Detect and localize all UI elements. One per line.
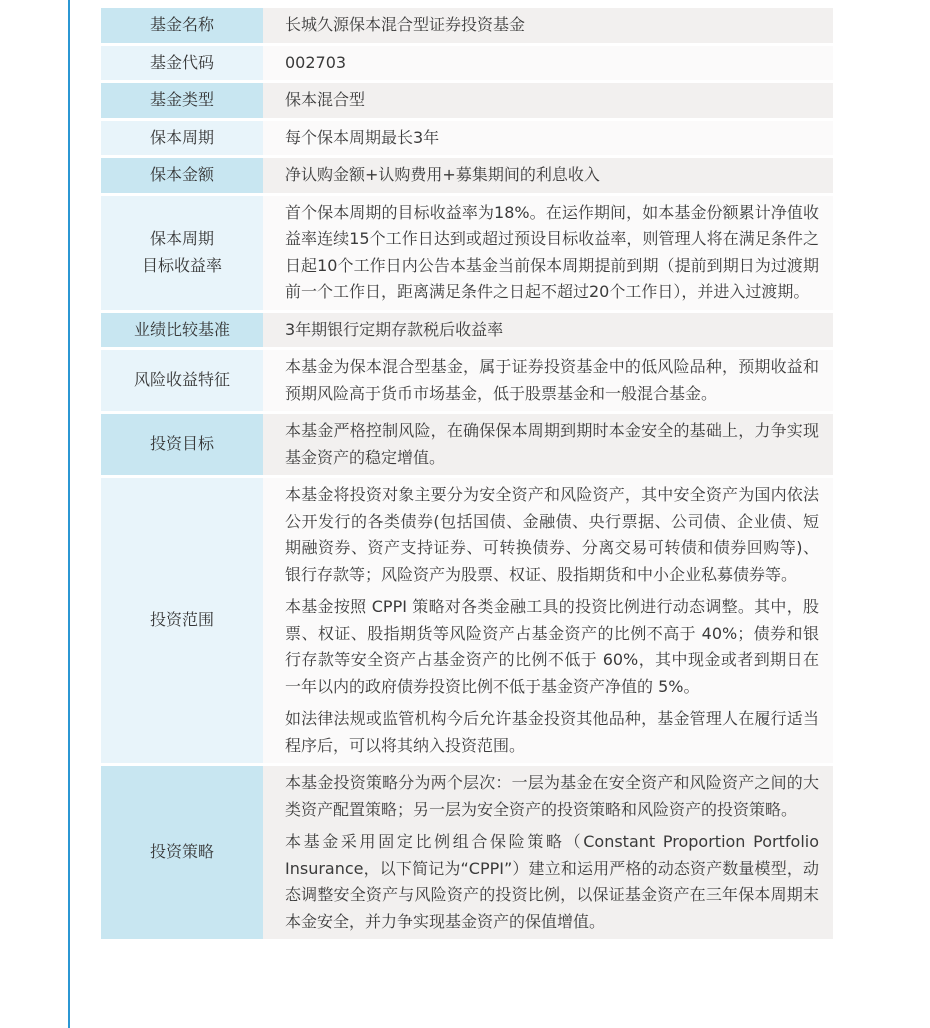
row-label-cell xyxy=(101,313,263,351)
row-label: 投资范围 xyxy=(149,610,214,630)
row-value-paragraph: 首个保本周期的目标收益率为18%。在运作期间，如本基金份额累计净值收益率连续15个工作日达到或超过预设目标收益率，则管理人将在满足条件之日起10个工作日内公告本基金当前保本周期提前到期（提前到期日为过渡期前一个工作日，距离满足条件之日起不超过20个工作日），并进入过渡期。 xyxy=(285,202,819,301)
table-row xyxy=(101,8,833,46)
row-label-cell xyxy=(101,8,263,46)
row-label: 风险收益特征 xyxy=(133,370,230,390)
row-value-cell xyxy=(263,478,833,766)
row-value-cell xyxy=(263,121,833,159)
row-label-cell xyxy=(101,158,263,196)
row-label: 基金名称 xyxy=(149,15,214,34)
row-value-paragraph: 本基金按照 CPPI 策略对各类金融工具的投资比例进行动态调整。其中，股票、权证、股指期货等风险资产占基金资产的比例不高于 40%；债券和银行存款等安全资产占基金资产的比例不低于 60%，其中现金或者到期日在一年以内的政府债券投资比例不低于基金资产净值的 5%。 xyxy=(285,597,819,696)
row-value-paragraph: 本基金投资策略分为两个层次：一层为基金在安全资产和风险资产之间的大类资产配置策略；另一层为安全资产的投资策略和风险资产的投资策略。 xyxy=(285,773,819,819)
row-value-paragraph: 净认购金额+认购费用+募集期间的利息收入 xyxy=(285,165,600,184)
table-row xyxy=(101,121,833,159)
row-value-paragraph: 3年期银行定期存款税后收益率 xyxy=(285,319,504,339)
row-label: 投资目标 xyxy=(149,434,214,454)
row-value-paragraph: 002703 xyxy=(285,52,347,72)
row-label-cell xyxy=(101,121,263,159)
row-label-cell xyxy=(101,83,263,121)
table-row xyxy=(101,83,833,121)
row-label: 投资策略 xyxy=(149,842,214,862)
table-row xyxy=(101,766,833,942)
left-accent-rule xyxy=(68,0,70,1028)
row-label: 业绩比较基准 xyxy=(133,319,230,339)
row-value-cell xyxy=(263,414,833,478)
table-row xyxy=(101,350,833,414)
row-label: 保本周期 xyxy=(149,127,214,147)
table-row xyxy=(101,414,833,478)
row-value-paragraph: 本基金采用固定比例组合保险策略（Constant Proportion Portfolio Insurance，以下简记为“CPPI”）建立和运用严格的动态资产数量模型，动态调整安全资产与风险资产的投资比例，以保证基金资产在三年保本周期末本金安全，并力争实现基金资产的保值增值。 xyxy=(285,832,819,931)
table-row xyxy=(101,313,833,351)
row-value-paragraph: 保本混合型 xyxy=(285,90,366,109)
row-value-cell xyxy=(263,766,833,942)
row-label-cell xyxy=(101,478,263,766)
table-row xyxy=(101,46,833,84)
row-value-cell xyxy=(263,83,833,121)
fund-info-table xyxy=(101,8,833,942)
row-value-cell xyxy=(263,196,833,313)
row-value-cell xyxy=(263,313,833,351)
row-label: 基金类型 xyxy=(149,90,214,109)
table-row xyxy=(101,196,833,313)
row-value-cell xyxy=(263,158,833,196)
row-label-cell xyxy=(101,350,263,414)
table-row xyxy=(101,478,833,766)
fund-info-table-body xyxy=(101,8,833,942)
row-label: 基金代码 xyxy=(149,52,214,72)
row-label-cell xyxy=(101,766,263,942)
row-value-cell xyxy=(263,46,833,84)
row-label: 保本周期 xyxy=(149,229,214,248)
table-row xyxy=(101,158,833,196)
row-value-cell xyxy=(263,350,833,414)
row-label: 保本金额 xyxy=(149,165,214,184)
row-label: 目标收益率 xyxy=(141,255,222,275)
row-label-cell xyxy=(101,414,263,478)
row-value-paragraph: 本基金为保本混合型基金，属于证券投资基金中的低风险品种，预期收益和预期风险高于货币市场基金，低于股票基金和一般混合基金。 xyxy=(285,357,819,403)
row-value-cell xyxy=(263,8,833,46)
row-label-cell xyxy=(101,196,263,313)
row-value-paragraph: 长城久源保本混合型证券投资基金 xyxy=(285,15,526,34)
row-value-paragraph: 本基金严格控制风险，在确保保本周期到期时本金安全的基础上，力争实现基金资产的稳定增值。 xyxy=(285,421,819,467)
row-label-cell xyxy=(101,46,263,84)
row-value-paragraph: 如法律法规或监管机构今后允许基金投资其他品种，基金管理人在履行适当程序后，可以将其纳入投资范围。 xyxy=(285,709,819,755)
row-value-paragraph: 本基金将投资对象主要分为安全资产和风险资产，其中安全资产为国内依法公开发行的各类债券(包括国债、金融债、央行票据、公司债、企业债、短期融资券、资产支持证券、可转换债券、分离交易可转债和债券回购等)、银行存款等；风险资产为股票、权证、股指期货和中小企业私募债券等。 xyxy=(285,485,819,584)
row-value-paragraph: 每个保本周期最长3年 xyxy=(285,127,440,147)
